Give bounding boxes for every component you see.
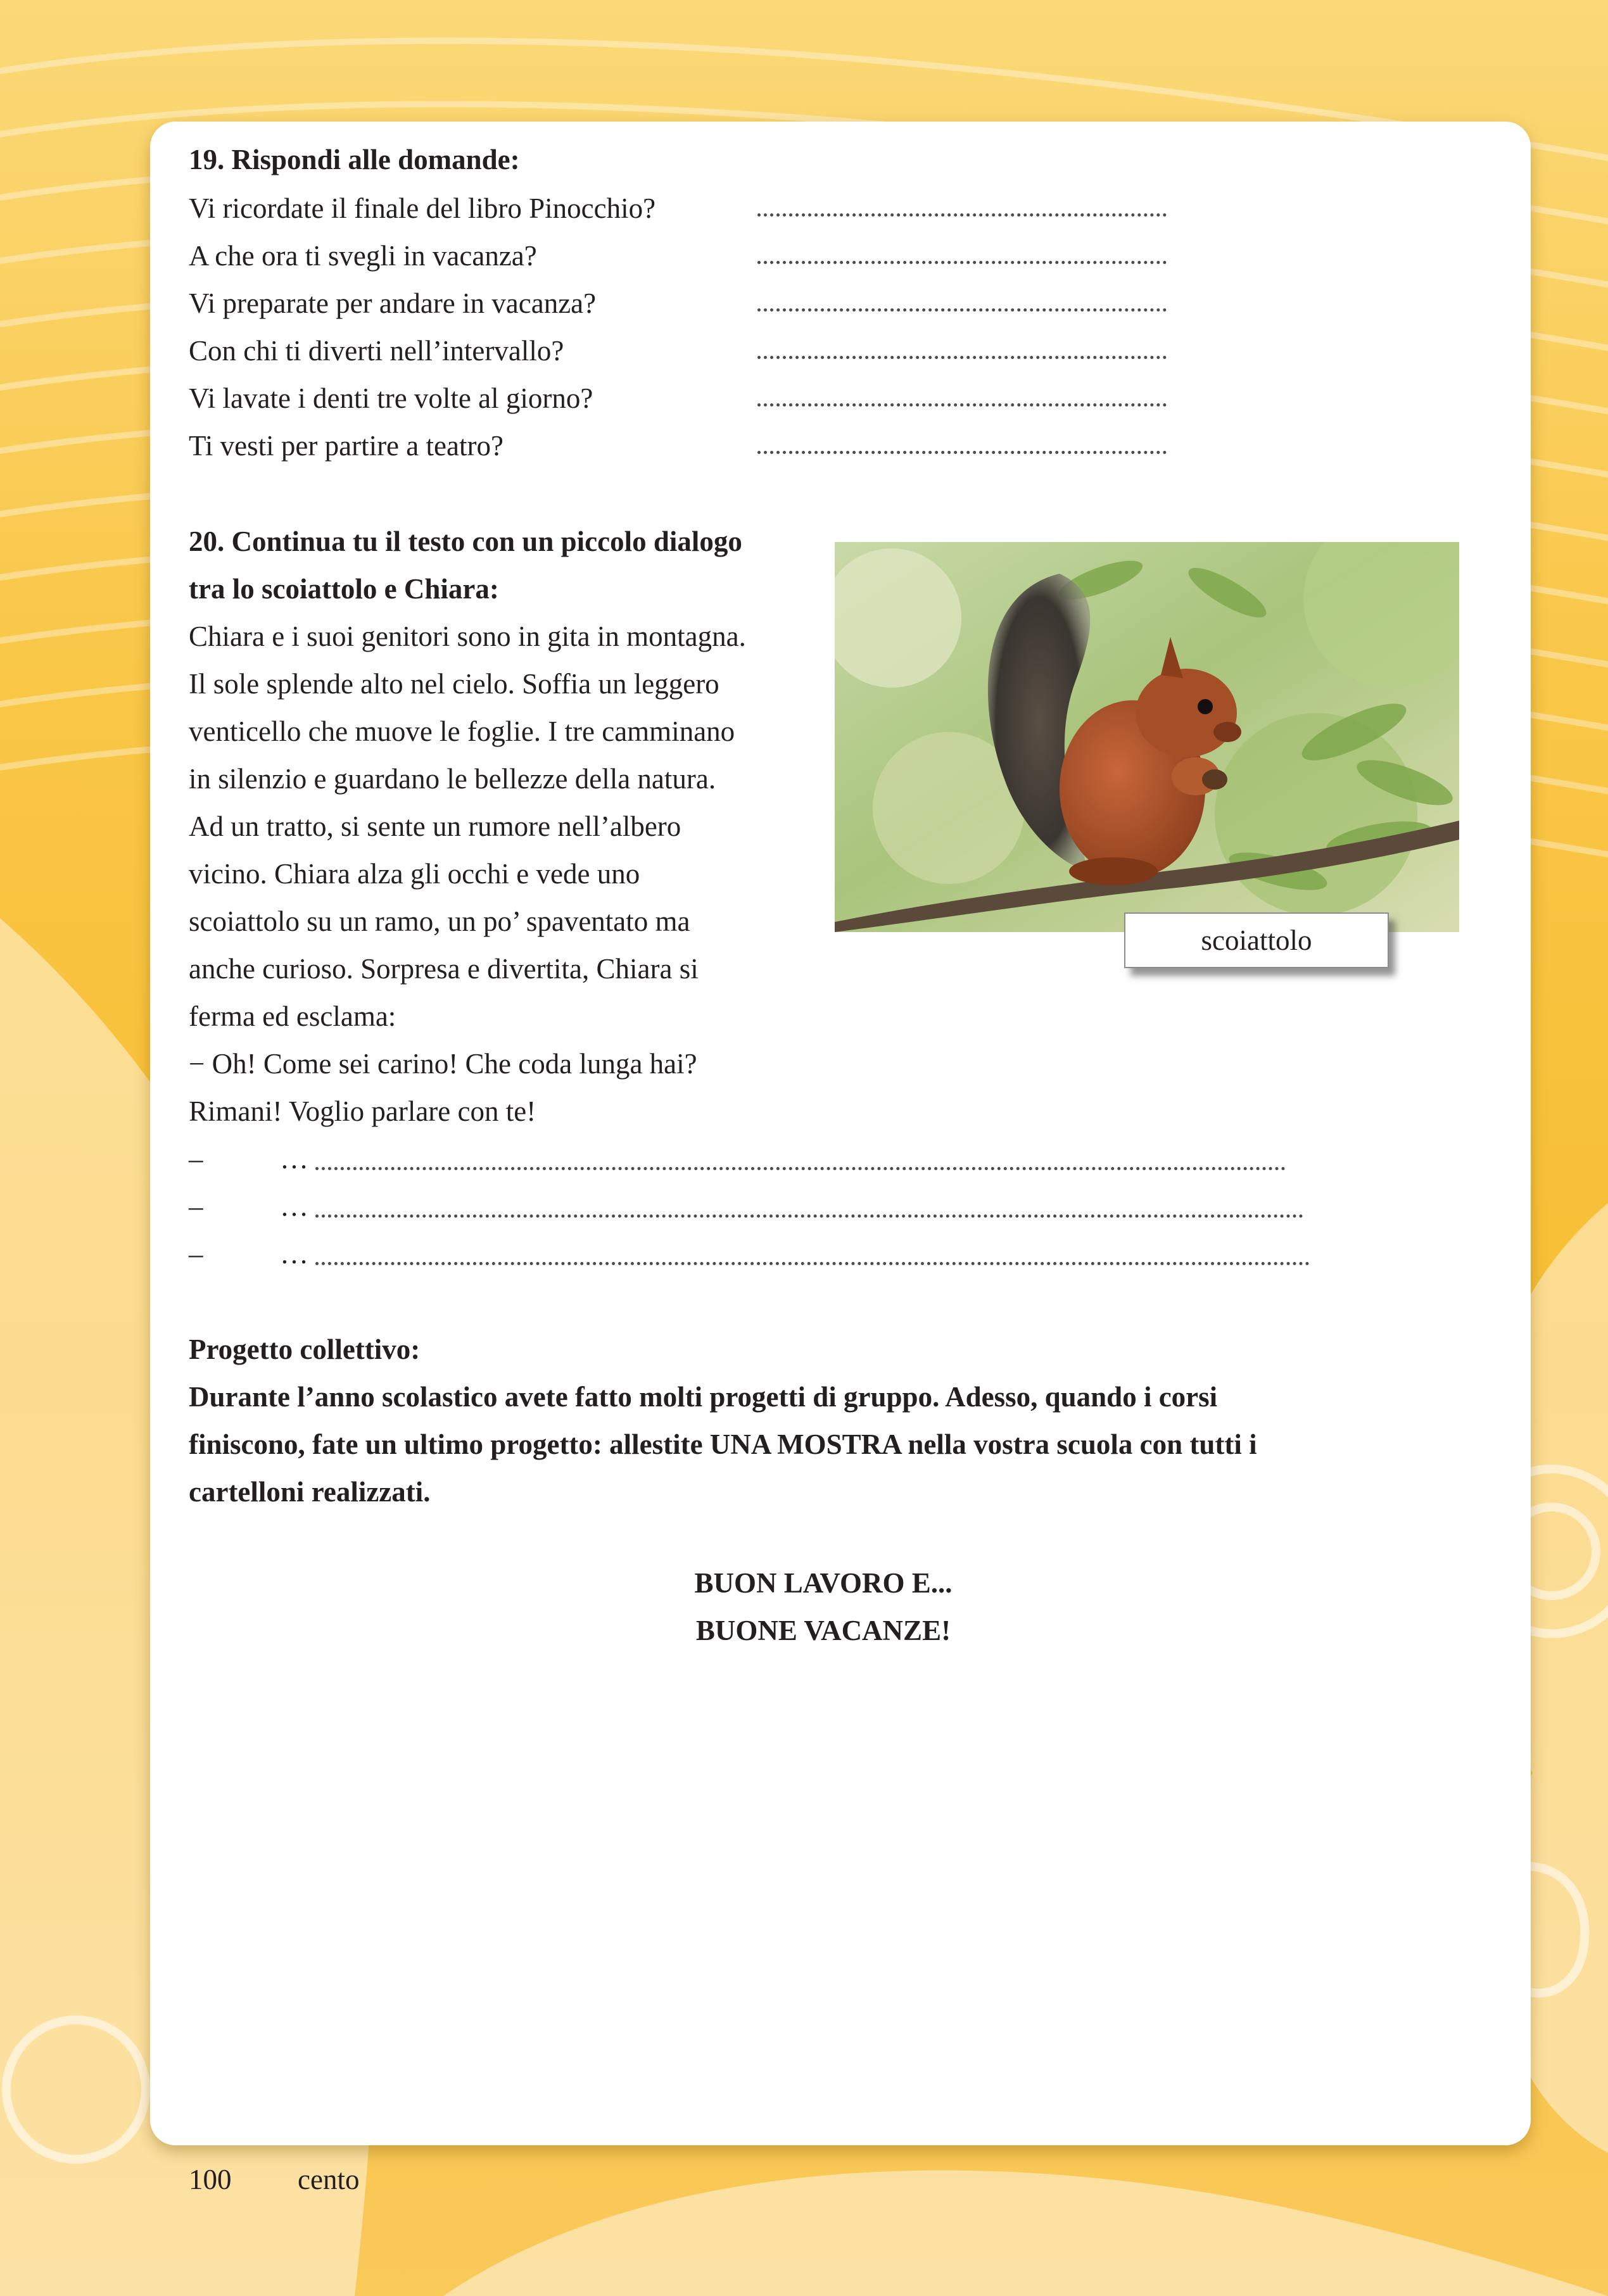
answer-line-2[interactable] (757, 261, 1167, 264)
answer-line-4[interactable] (757, 356, 1167, 359)
story-line: vicino. Chiara alza gli occhi e vede uno (189, 858, 640, 890)
closing-line-1: BUON LAVORO E... (694, 1567, 953, 1599)
question-1: Vi ricordate il finale del libro Pinocchio? (189, 192, 656, 224)
answer-line-5[interactable] (757, 403, 1167, 407)
story-line: ferma ed esclama: (189, 1000, 396, 1032)
dialogue-ellipsis: … (280, 1190, 308, 1222)
dialogue-ellipsis: … (280, 1143, 308, 1175)
dialogue-line-3[interactable] (315, 1262, 1310, 1265)
question-5: Vi lavate i denti tre volte al giorno? (189, 382, 593, 414)
closing-line-2: BUONE VACANZE! (695, 1615, 951, 1646)
story-line: Il sole splende alto nel cielo. Soffia un leggero (189, 668, 719, 700)
page-number: 100 (189, 2164, 232, 2195)
project-text-line: finiscono, fate un ultimo progetto: allestite UNA MOSTRA nella vostra scuola con tutti i (189, 1429, 1257, 1460)
question-3: Vi preparate per andare in vacanza? (189, 287, 597, 319)
dialogue-line-1[interactable] (315, 1167, 1286, 1170)
dialogue-ellipsis: … (280, 1238, 308, 1270)
project-text-line: Durante l’anno scolastico avete fatto molti progetti di gruppo. Adesso, quando i corsi (189, 1381, 1218, 1413)
squirrel-photo (835, 542, 1459, 932)
dialogue-dash: – (189, 1143, 203, 1175)
dialogue-line-2[interactable] (315, 1214, 1303, 1218)
photo-caption: scoiattolo (1124, 912, 1389, 968)
story-line: scoiattolo su un ramo, un po’ spaventato ma (189, 905, 690, 937)
question-6: Ti vesti per partire a teatro? (189, 430, 503, 462)
answer-line-6[interactable] (757, 451, 1167, 454)
exercise-20-title-line-2: tra lo scoiattolo e Chiara: (189, 573, 499, 605)
project-title: Progetto collettivo: (189, 1334, 421, 1365)
question-4: Con chi ti diverti nell’intervallo? (189, 335, 564, 367)
story-line: in silenzio e guardano le bellezze della natura. (189, 763, 716, 795)
story-line: venticello che muove le foglie. I tre camminano (189, 716, 735, 747)
exercise-19-title: 19. Rispondi alle domande: (189, 144, 520, 175)
answer-line-1[interactable] (757, 213, 1167, 217)
story-line: Chiara e i suoi genitori sono in gita in montagna. (189, 621, 746, 652)
dialogue-dash: – (189, 1238, 203, 1270)
dialogue-dash: – (189, 1190, 203, 1222)
page-number-word: cento (298, 2164, 360, 2195)
story-line: − Oh! Come sei carino! Che coda lunga hai? (189, 1048, 697, 1080)
project-text-line: cartelloni realizzati. (189, 1476, 431, 1508)
exercise-20-title-line-1: 20. Continua tu il testo con un piccolo dialogo (189, 526, 742, 557)
story-line: Rimani! Voglio parlare con te! (189, 1095, 536, 1127)
answer-line-3[interactable] (757, 308, 1167, 312)
question-2: A che ora ti svegli in vacanza? (189, 240, 537, 272)
story-line: anche curioso. Sorpresa e divertita, Chiara si (189, 953, 699, 985)
story-line: Ad un tratto, si sente un rumore nell’albero (189, 811, 681, 842)
